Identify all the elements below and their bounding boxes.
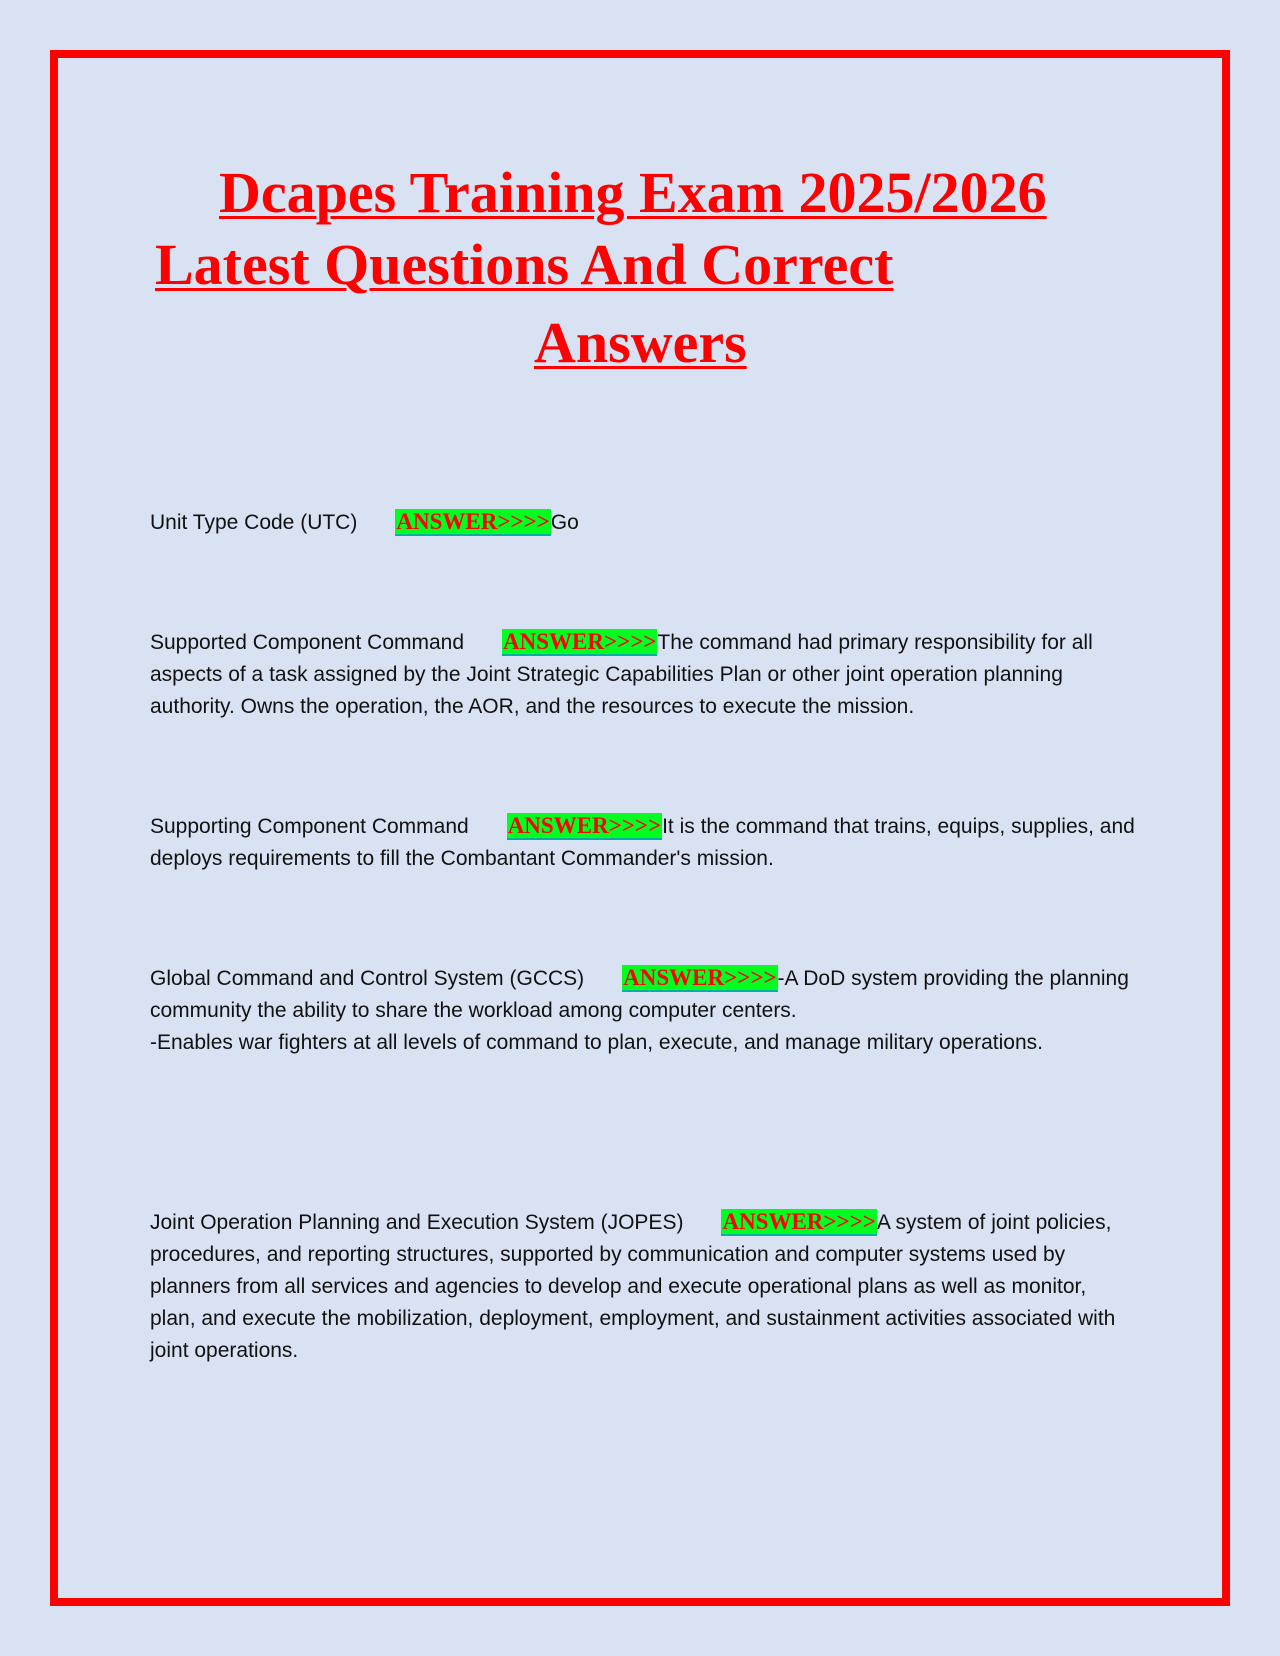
qa-answer: Go [550,511,579,534]
qa-entry-gccs [150,962,1135,1059]
qa-paragraph [150,1206,1135,1367]
qa-term: Supporting Component Command [150,815,469,838]
qa-entry-supporting-component-command [150,810,1135,875]
qa-answer: -A DoD system providing the planning community the ability to share the workload among computer centers. [150,967,1129,1022]
title-line-3: Answers [534,310,747,375]
qa-term: Unit Type Code (UTC) [150,511,358,534]
answer-tag: ANSWER>>>> [503,629,657,654]
title-line-2: Latest Questions And Correct [155,232,894,297]
qa-answer: It is the command that trains, equips, supplies, and deploys requirements to fill the Combantant Commander's mission. [150,815,1135,870]
title-line-1: Dcapes Training Exam 2025/2026 [219,160,1047,225]
answer-tag: ANSWER>>>> [396,509,550,534]
qa-paragraph [150,962,1135,1027]
qa-paragraph [150,506,1135,539]
answer-tag: ANSWER>>>> [623,965,777,990]
qa-entry-utc [150,506,1135,539]
qa-answer: The command had primary responsibility for all aspects of a task assigned by the Joint Strategic Capabilities Plan or other joint operation planning authority. Owns the operation, the AOR, and the resources to execute the mission. [150,631,1093,718]
answer-tag: ANSWER>>>> [722,1209,876,1234]
qa-term: Global Command and Control System (GCCS) [150,967,585,990]
qa-paragraph [150,810,1135,875]
qa-answer-extra: -Enables war fighters at all levels of command to plan, execute, and manage military operations. [150,1031,1043,1054]
qa-entry-supported-component-command [150,626,1135,723]
qa-answer: A system of joint policies, procedures, and reporting structures, supported by communication and computer systems used by planners from all services and agencies to develop and execute operational plans as well as monitor, plan, and execute the mobilization, deployment, employment, and sustainment activities associated with joint operations. [150,1211,1116,1362]
qa-term: Supported Component Command [150,631,465,654]
qa-paragraph [150,626,1135,723]
qa-term: Joint Operation Planning and Execution System (JOPES) [150,1211,684,1234]
qa-entry-jopes [150,1206,1135,1367]
answer-tag: ANSWER>>>> [507,813,662,838]
